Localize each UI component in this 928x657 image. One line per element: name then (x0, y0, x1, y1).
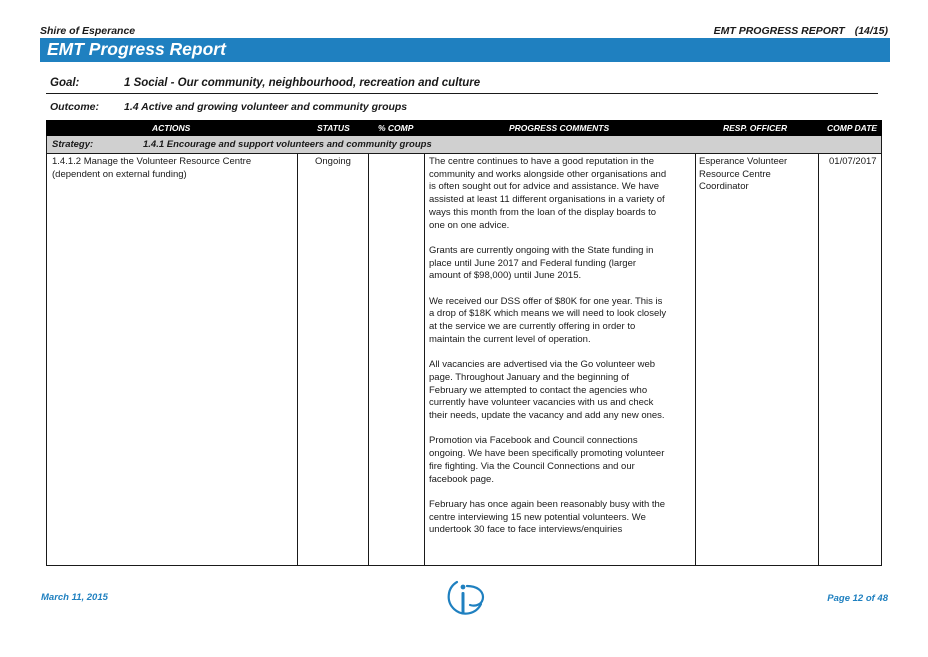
comment-paragraph: The centre continues to have a good reputation in the community and works alongside other organisations and is often sought out for advice and assistance. We have assisted at least 11 different organisations in a variety of ways this month from the loan of the display boards to one on one advice. (429, 156, 667, 231)
organisation-name: Shire of Esperance (40, 25, 136, 37)
officer-cell: Esperance Volunteer Resource Centre Coordinator (699, 156, 788, 193)
footer-date: March 11, 2015 (41, 592, 108, 603)
progress-comments (429, 156, 669, 550)
col-header-comp-date: COMP DATE (827, 123, 878, 133)
title-banner (40, 38, 890, 62)
comp-date-cell: 01/07/2017 (829, 156, 877, 167)
table-header (46, 120, 882, 136)
comment-paragraph: All vacancies are advertised via the Go volunteer web page. Throughout January and the beginning of February we attempted to contact the agencies who currently have volunteer vacancies with us and check their needs, update the vacancy and add any new ones. (429, 359, 665, 422)
column-divider (695, 153, 696, 565)
page-title: EMT Progress Report (47, 39, 226, 59)
strategy-label: Strategy: (52, 139, 94, 150)
outcome-label: Outcome: (50, 101, 100, 113)
shire-logo-icon (443, 578, 487, 618)
column-divider (424, 153, 425, 565)
col-header-comp: % COMP (378, 123, 414, 133)
col-header-actions: ACTIONS (152, 123, 191, 133)
table-row (46, 153, 882, 566)
comment-paragraph: Promotion via Facebook and Council connections ongoing. We have been specifically promoting volunteer fire fighting. Via the Council Connections and our facebook page. (429, 435, 665, 485)
report-page-ref: (14/15) (854, 25, 888, 37)
action-cell: 1.4.1.2 Manage the Volunteer Resource Centre (dependent on external funding) (52, 156, 252, 180)
col-header-comments: PROGRESS COMMENTS (509, 123, 610, 133)
column-divider (297, 153, 298, 565)
report-header (714, 25, 888, 37)
col-header-officer: RESP. OFFICER (723, 123, 788, 133)
goal-label: Goal: (50, 77, 80, 89)
comment-paragraph: We received our DSS offer of $80K for one year. This is a drop of $18K which means we will need to look closely at the service we are currently offering in order to maintain the current level of operation. (429, 295, 667, 345)
column-divider (818, 153, 819, 565)
strategy-text: 1.4.1 Encourage and support volunteers and community groups (143, 139, 432, 150)
strategy-row (46, 136, 882, 154)
report-name: EMT PROGRESS REPORT (713, 25, 845, 37)
goal-text: 1 Social - Our community, neighbourhood, recreation and culture (124, 77, 481, 89)
comment-paragraph: Grants are currently ongoing with the State funding in place until June 2017 and Federal funding (larger amount of $98,000) until June 2015. (429, 244, 654, 282)
col-header-status: STATUS (317, 123, 350, 133)
column-divider (368, 153, 369, 565)
footer-page-number: Page 12 of 48 (827, 593, 888, 604)
status-cell: Ongoing (315, 156, 351, 167)
goal-divider (46, 93, 878, 94)
comment-paragraph: February has once again been reasonably busy with the centre interviewing 15 new potential volunteers. We undertook 30 face to face interviews/enquiries (429, 498, 666, 536)
outcome-text: 1.4 Active and growing volunteer and community groups (124, 101, 408, 113)
